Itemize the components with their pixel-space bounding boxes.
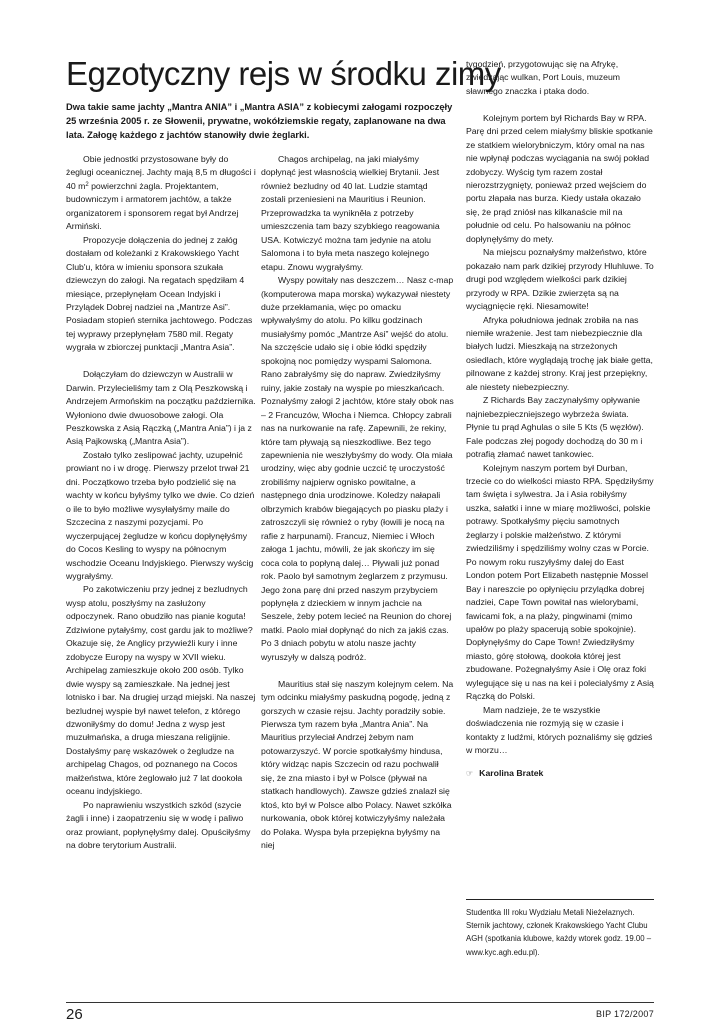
paragraph: Na miejscu poznałyśmy małżeństwo, które pokazało nam park dzikiej przyrody Hluhluwe. To drugi pod względem wielkości park dzikiej przyrody w RPA. Dzikie zwierzęta są na wyciągnięcie ręki. Niesamowite! [466,247,654,312]
paragraph: Obie jednostki przystosowane były do żeglugi oceanicznej. Jachty mają 8,5 m długości i 40 $m^2$ powierzchni żagla. Projektantem, budowniczym i armatorem jachtów, a także organizatorem i sponsorem regat był Andrzej Armiński. [66,154,256,232]
article-lead: Dwa takie same jachty „Mantra ANIA” i „Mantra ASIA” z kobiecymi załogami rozpoczęły 25 września 2005 r. ze Słowenii, prywatne, wokółziemskie regaty, zaplanowane na dwa lata. Załogę każdego z jachtów stanowiły dwie żeglarki. [66,102,453,140]
paragraph: Afryka południowa jednak zrobiła na nas niemiłe wrażenie. Jest tam niebezpiecznie dla białych ludzi. Mieszkają na strzeżonych osiedlach, które wyglądają trochę jak białe getta, pilnowane z każdej strony. Kraj jest przepiękny, ale niestety niebezpieczny. [466,314,653,392]
text-column-1 [66,153,256,853]
paragraph: Chagos archipelag, na jaki miałyśmy dopłynąć jest własnością wielkiej Brytanii. Jest również bezludny od 40 lat. Ludzie stamtąd zostali przeniesieni na Mauritius i Reunion. Przeprowadzka ta wynikněła z potrzeby umieszczenia tam bazy szybkiego reagowania USA. Kotwiczyć można tam jedynie na atolu Salomona i to była meta naszego kolejnego etapu. Znowu wygrałyśmy. [261,154,440,272]
author-name: Karolina Bratek [479,767,544,778]
author-bio: Studentka III roku Wydziału Metali Nieżelaznych. Sternik jachtowy, członek Krakowskiego Yacht Clubu AGH (spotkania klubowe, każdy wtorek godz. 19.00 – www.kyc.agh.edu.pl). [466,899,654,959]
paragraph: Dołączyłam do dziewczyn w Australii w Darwin. Przylecieliśmy tam z Olą Peszkowską i Andrzejem Armońskim na początku października. Wyłoniono dwie dwuosobowe załogi. Ola Peszkowska z Asią Rączką („Mantra Ania”) i ja z Asią Pajkowską („Mantra Asia”). [66,369,256,447]
paragraph: Propozycje dołączenia do jednej z załóg dostałam od koleżanki z Krakowskiego Yacht Club'u, która w imieniu sponsora szukała dziewczyn do załogi. Na regatach spędziłam 4 miesiące, przepłynęłam Ocean Indyjski i Przylądek Dobrej nadziei na „Mantrze Asi”. Posiadam stopień sternika jachtowego. Podczas tej wyprawy przepłynęłam 7580 mil. Regaty wygrała w zbiorczej punktacji „Mantra Asia”. [66,234,253,353]
journal-issue: BIP 172/2007 [596,1009,654,1019]
paragraph: tygodzień, przygotowując się na Afrykę, zwiedzając wulkan, Port Louis, muzeum sławnego znaczka i ptaka dodo. [466,59,621,96]
text-column-3 [466,58,654,780]
paragraph: Po naprawieniu wszystkich szkód (szycie żagli i inne) i zaopatrzeniu się w wodę i paliwo oraz prowiant, popłynęłyśmy dalej. Opuściłyśmy na dobre terytorium Australii. [66,799,251,851]
paragraph: Mam nadzieje, że te wszystkie doświadczenia nie rozmyją się w czasie i kontakty z ludźmi, których poznaliśmy się gdzieś w morzu… [466,704,653,756]
paragraph: Kolejnym portem był Richards Bay w RPA. Parę dni przed celem miałyśmy bliskie spotkanie ze statkiem wielorybniczym, który omal na nas nie wpłynął podczas wyciągania na swój pokład zdobyczy. Wyścig tym razem został nierozstrzygnięty, ponieważ przed wejściem do portu złapała nas burza. Kiedy ustała okazało się, że prąd zniósł nas kilkanaście mil na południe od celu. Po halsowaniu na północ dopłynęłyśmy do mety. [466,112,653,244]
paragraph: Po zakotwiczeniu przy jednej z bezludnych wysp atolu, poszłyśmy na zasłużony odpoczynek. Rano obudziło nas pianie koguta! Zdziwione pytałyśmy, cost gardu jak to możliwe? Okazuje się, że Anglicy przywieźli kury i inne zdobycze Europy na wyspy w XVII wieku. Archipelag zamieszkuje około 200 osób. Tylko dwie wyspy są zamieszkałe. Na jednej jest lotnisko i bar. Na drugiej urząd miejski. Na naszej bezludnej wyspie był nawet telefon, z którego dzwoniłyśmy do domu! Jedna z wysp jest muzułmańska, a druga mieszana religijnie. Dostałyśmy parę wskazówek o żegludze na archipelag Chagos, od poznanego na Cocos małżeństwa, które żeglowało już 7 lat dookoła oceanu indyjskiego. [66,584,256,797]
article-title: Egzotyczny rejs w środku zimy [66,55,501,92]
paragraph: Mauritius stał się naszym kolejnym celem. Na tym odcinku miałyśmy paskudną pogodę, jedną z gorszych w czasie rejsu. Jachty poradziły sobie. Pierwsza tym razem była „Mantra Ania”. Na Mauritius przyleciał Andrzej żebym nam potowarzyszyć. W porcie spotkałyśmy hindusa, który widząc napis Szczecin od razu pochwalił się, że zna miasto i był w Polsce (pływał na statkach handlowych). Zawsze gdzieś znalazł się ktoś, kto był w Polsce albo Polacy. Nawet szkółka nurkowania, obok której kotwiczyłyśmy należała do Polaka. Wyspa była przepiękna byłyśmy na niej [261,678,454,851]
paragraph: Z Richards Bay zaczynałyśmy opływanie najniebezpieczniejszego wybrzeża świata. Płynie tu prąd Aghulas o sile 5 Kts (5 węzłów). Fale podczas złej pogody dochodzą do 30 m i potrafią złamać nawet tankowiec. [466,395,644,460]
text-column-2 [261,153,454,853]
page-number: 26 [66,1006,83,1023]
paragraph: Kolejnym naszym portem był Durban, trzecie co do wielkości miasto RPA. Spędziłyśmy tam święta i sylwestra. Ja i Asia robiłyśmy uszka, sałatki i inne w miarę możliwości, polskie potrawy. Spotkałyśmy pięciu samotnych żeglarzy i polskie małżeństwo. Z którymi zwiedziliśmy i spędziliśmy wolny czas w Porcie. Po nowym roku ruszyłyśmy dalej do East London potem Port Elizabeth następnie Mossel Bay i nareszcie po opłynięciu przylądka dobrej nadziei, Cape Town powitał nas wielorybami, fawicami fok, a na plaży, pingwinami (mimo upałów po plaży spacerują sobie spokojnie). Dopłynęłyśmy do Cape Town! Zwiedziłyśmy miasto, górę stołową, dookoła której jest zbudowane. Pożegnałyśmy Asie i Olę oraz foki wylegujące się u nas na kei i polecialyśmy z Asią Rączką do Polski. [466,462,654,702]
paragraph: Wyspy powitały nas deszczem… Nasz c-map (komputerowa mapa morska) wykazywał niestety duże przekłamania, więc po omacku wpływałyśmy do atolu. Po kilku godzinach musiałyśmy pomóc „Mantrze Asi” wejść do atolu. Na szczęście udało się i obie łódki spędziły spokojną noc pomiędzy wyspami Salomona. Rano zabrałyśmy się do napraw. Zwiedziłyśmy ruiny, jakie zostały na wyspie po mieszkańcach. Poznałyśmy załogi 2 jachtów, które stały obok nas – 2 Francuzów, Włocha i Niemca. Chłopcy zabrali nas na nurkowanie na rafę. Zapewnili, że rekiny, które tam pływają są nieszkodliwe. Bez tego zapewnienia nie weszłybyśmy do wody. Ola miała urodziny, więc aby godnie uczcić tę uroczystość zrobiliśmy najpierw ognisko powitalne, a następnego dnia urodzinowe. Koledzy nałapali olbrzymich krabów biegających po piasku plaży i zatroszczyli się również o ryby (łowili je nocą na rafie z harpunami). Francuz, Niemiec i Włoch załoga 1 jachtu, mówili, że jak skończy im się coca cola to popłyną dalej… Pływali już ponad rok. Paolo był samotnym żeglarzem z przymusu. Jego żona parę dni przed naszym przybyciem popłynęła z dzieckiem w innym jachcie na Seszele, żeby potem lecieć na Reunion do chorej matki. Paolo miał dopłynąć do nich za jakiś czas. Po 3 dniach pobytu w atolu nasze jachty wyruszyły w dalszą podróż. [261,275,454,662]
paragraph: Zostało tylko zeslipować jachty, uzupełnić prowiant no i w drogę. Pierwszy przelot trwał 21 dni. Początkowo trzeba było podzielić się na wachty w końcu byłyśmy tylko we dwie. Co dzień o ile to było możliwe wysyłałyśmy maile do Szczecina z naszymi pozycjami. Po wyczerpującej żegludze w końcu dopłynęłyśmy do Cocos Kesling to wyspy na północnym wschodzie Oceanu Indyjskiego. Pierwszy wyścig wygrałyśmy. [66,449,255,581]
author-signature [466,767,654,780]
pointing-hand-icon: ☞ [466,768,474,778]
footer-divider [66,1002,654,1003]
